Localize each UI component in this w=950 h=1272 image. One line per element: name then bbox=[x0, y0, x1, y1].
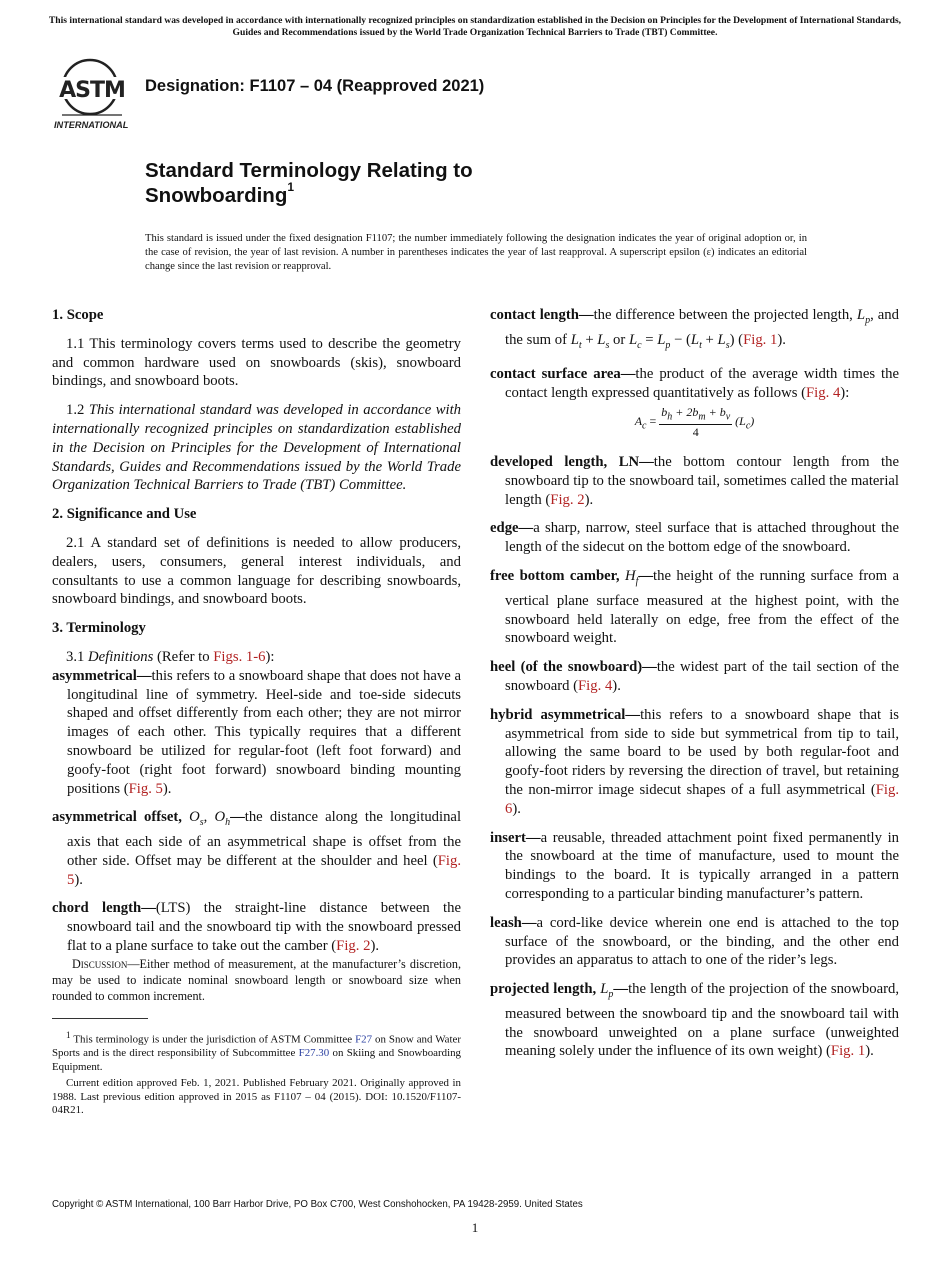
designation: Designation: F1107 – 04 (Reapproved 2021) bbox=[145, 77, 485, 95]
astm-logo-subtext: INTERNATIONAL bbox=[54, 120, 129, 130]
significance-paragraph-1: 2.1 A standard set of definitions is needed to allow producers, dealers, users, consumers, general interest individuals, and consultants to use a common language for describing snowboards, snowboard bindings, and snowboard boots. bbox=[52, 534, 461, 608]
fig-link[interactable]: Fig. 2 bbox=[550, 491, 585, 508]
definition-insert: insert—a reusable, threaded attachment point fixed permanently in the snowboard at the time of manufacture, used to mount the bindings to the board. It is typically arranged in a pattern corresponding to a particular binding manufacturer’s pattern. bbox=[490, 829, 899, 902]
preamble: This standard is issued under the fixed designation F1107; the number immediately following the designation indicates the year of original adoption or, in the case of revision, the year of last revision. A number in parentheses indicates the year of last reapproval. A superscript epsilon (ε) indicates an editorial change since the last revision or reapproval. bbox=[145, 233, 807, 273]
title-line-1: Standard Terminology Relating to bbox=[145, 159, 473, 182]
fig-link[interactable]: Fig. 1 bbox=[743, 331, 778, 348]
footnote-rule bbox=[52, 1018, 148, 1019]
definition-chord-length: chord length—(LTS) the straight-line distance between the snowboard tail and the snowboard tip with the snowboard pressed flat to a plane surface to take out the camber (Fig. 2). bbox=[52, 900, 461, 955]
footnote-2: Current edition approved Feb. 1, 2021. Published February 2021. Originally approved in 1988. Last previous edition approved in 2015 as F1107 – 04 (2015). DOI: 10.1520/F1107-04R21. bbox=[52, 1077, 461, 1117]
formula-fraction: $\frac{b_h + 2b_m + b_v}{4}$ bbox=[661, 405, 731, 440]
fig-link[interactable]: Fig. 4 bbox=[806, 385, 841, 402]
contact-area-formula: $A_c$ = $\frac{b_h + 2b_m + b_v}{4}$ $(L_c)$ bbox=[634, 405, 755, 440]
definition-developed-length: developed length, LN—the bottom contour length from the snowboard tip to the snowboard tail, sometimes called the material length (Fig. 2). bbox=[490, 454, 899, 508]
definition-hybrid-asymmetrical: hybrid asymmetrical—this refers to a snowboard shape that is asymmetrical from side to side but symmetrical from tip to tail, allowing the same board to be used by both regular-foot and goofy-foot riders by reversing the direction of travel, but retaining the non-mirror image sidecut shapes of a full asymmetrical (Fig. 6). bbox=[490, 706, 899, 817]
definition-edge: edge—a sharp, narrow, steel surface that is attached throughout the length of the sidecut on the bottom edge of the snowboard. bbox=[490, 520, 899, 556]
left-column bbox=[52, 306, 461, 1121]
page-number: 1 bbox=[471, 1220, 479, 1235]
footnote-1: $^1$ This terminology is under the jurisdiction of ASTM Committee F27 on Snow and Water Sports and is the direct responsibility of Subcommittee F27.30 on Skiing and Snowboarding Equipment. bbox=[52, 1029, 462, 1073]
title-footnote-mark: 1 bbox=[287, 180, 295, 195]
terminology-paragraph-1: 3.1 Definitions (Refer to Figs. 1-6): bbox=[66, 648, 275, 665]
committee-link[interactable]: F27 bbox=[355, 1033, 373, 1046]
title-line-2: Snowboarding bbox=[145, 184, 288, 207]
scope-paragraph-1: 1.1 This terminology covers terms used to describe the geometry and common hardware used on snowboards (skis), snowboard bindings, and snowboard boots. bbox=[52, 335, 461, 390]
wto-notice: This international standard was developed in accordance with internationally recognized principles on standardization established in the Decision on Principles for the Development of International Standards, Guides and Recommendations issued by the World Trade Organization Technical Barriers to Trade (TBT) Committee. bbox=[48, 15, 902, 38]
fig-link[interactable]: Fig. 2 bbox=[336, 938, 371, 955]
fig-link[interactable]: Fig. 5 bbox=[128, 780, 163, 797]
copyright: Copyright © ASTM International, 100 Barr Harbor Drive, PO Box C700, West Conshohocken, PA 19428-2959. United States bbox=[52, 1199, 583, 1210]
definition-projected-length: projected length, $L_p—the$ length of the projection of the snowboard, measured between the snowboard tip and the snowboard tail with the snowboard unweighted on a plane surface (unweighted meaning solely under the influence of its own weight) (Fig. 1). bbox=[490, 981, 899, 1060]
figs-link[interactable]: Figs. 1-6 bbox=[213, 648, 266, 665]
fig-link[interactable]: Fig. 5 bbox=[67, 852, 461, 888]
fig-link[interactable]: Fig. 6 bbox=[505, 781, 899, 817]
definition-heel: heel (of the snowboard)—the widest part of the tail section of the snowboard (Fig. 4). bbox=[490, 659, 899, 694]
definition-free-bottom-camber: free bottom camber, $H_f—the$ height of the running surface from a vertical plane surface measured at the highest point, with the snowboard held laterally on edge, free from the effect of the snowboard weight. bbox=[490, 568, 900, 647]
chord-discussion: Discussion—Either method of measurement, at the manufacturer’s discretion, may be used to indicate nominal snowboard length or snowboard size when rounded to common increment. bbox=[52, 956, 461, 1003]
astm-logo bbox=[52, 55, 134, 133]
subcommittee-link[interactable]: F27.30 bbox=[298, 1047, 330, 1060]
section-heading-significance: 2. Significance and Use bbox=[52, 506, 197, 523]
fig-link[interactable]: Fig. 4 bbox=[578, 677, 613, 694]
scope-paragraph-2: 1.2 This international standard was developed in accordance with internationally recognized principles on standardization established in the Decision on Principles for the Development of International Standards, Guides and Recommendations issued by the World Trade Organization Technical Barriers to Trade (TBT) Committee. bbox=[52, 402, 461, 494]
astm-logo-text: ASTM bbox=[59, 78, 125, 103]
page-title bbox=[145, 158, 473, 208]
definition-asymmetrical: asymmetrical—this refers to a snowboard shape that does not have a longitudinal line of symmetry. Heel-side and toe-side sidecuts shaped and offset differently from each other; they are not mirror images of each other. This typically requires that a different snowboard be utilized for regular-foot (left foot forward) and goofy-foot (right foot forward) snowboard binding mounting positions (Fig. 5). bbox=[52, 667, 461, 797]
definition-contact-length: contact length—the difference between the projected length, $L_p$, and the sum of $L_t + L_s$ or $L_c = L_p - (L_t + L_s)$ (Fig. 1). bbox=[490, 307, 899, 351]
definition-asymmetrical-offset: asymmetrical offset, $O_s$, $O_h—the$ distance along the longitudinal axis that each side of an asymmetrical shape is offset from the other side. Offset may be different at the shoulder and heel (Fig. 5). bbox=[52, 809, 462, 888]
definition-leash: leash—a cord-like device wherein one end is attached to the top surface of the snowboard, or the binding, and the other end provides an apparatus to attach to one of the rider’s legs. bbox=[490, 914, 899, 969]
section-heading-terminology: 3. Terminology bbox=[52, 620, 146, 637]
right-column bbox=[490, 306, 899, 1071]
fig-link[interactable]: Fig. 1 bbox=[830, 1043, 866, 1060]
section-heading-scope: 1. Scope bbox=[52, 307, 104, 323]
definition-contact-surface-area: contact surface area—the product of the average width times the contact length expressed quantitatively as follows (Fig. 4): bbox=[490, 366, 899, 402]
